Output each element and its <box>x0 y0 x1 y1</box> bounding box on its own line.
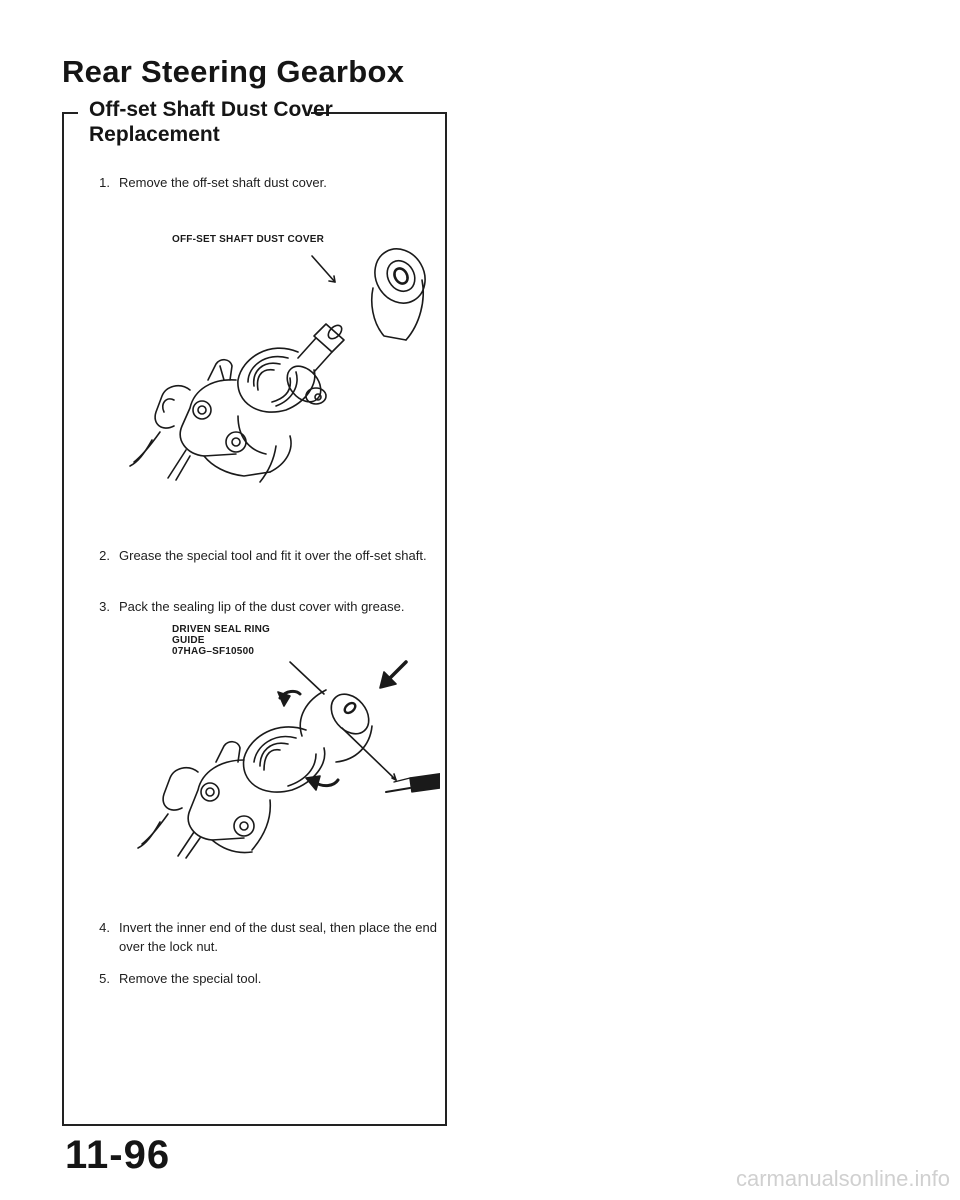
step-4-text: Invert the inner end of the dust seal, then place the end over the lock nut. <box>119 920 437 954</box>
step-3-text: Pack the sealing lip of the dust cover with grease. <box>119 599 405 614</box>
figure2-callout-line1: DRIVEN SEAL RING <box>172 624 271 635</box>
step-2 <box>87 546 447 565</box>
step-5 <box>87 969 447 988</box>
page-number: 11-96 <box>65 1133 171 1177</box>
figure2-callout-line2: GUIDE <box>172 635 205 646</box>
step-5-text: Remove the special tool. <box>119 971 262 986</box>
section-heading-line2: Replacement <box>89 123 220 146</box>
step-1 <box>87 173 447 192</box>
step-4 <box>87 918 447 956</box>
section-heading-line1: Off-set Shaft Dust Cover <box>89 98 333 121</box>
figure2-callout-line3: 07HAG–SF10500 <box>172 646 255 657</box>
step-3 <box>87 597 447 616</box>
step-2-text: Grease the special tool and fit it over the off-set shaft. <box>119 548 427 563</box>
step-3-number: 3. <box>99 599 110 614</box>
step-2-number: 2. <box>99 548 110 563</box>
frame-top-left-rule <box>62 112 78 114</box>
step-4-number: 4. <box>99 920 110 935</box>
dust-cover-removal-illustration <box>120 240 440 500</box>
section-heading <box>89 97 333 147</box>
step-1-text: Remove the off-set shaft dust cover. <box>119 175 327 190</box>
page-title: Rear Steering Gearbox <box>62 54 405 89</box>
watermark: carmanualsonline.info <box>735 1166 950 1191</box>
figure1-callout: OFF-SET SHAFT DUST COVER <box>172 234 325 245</box>
special-tool-grease-illustration <box>120 650 440 860</box>
step-5-number: 5. <box>99 971 110 986</box>
step-1-number: 1. <box>99 175 110 190</box>
